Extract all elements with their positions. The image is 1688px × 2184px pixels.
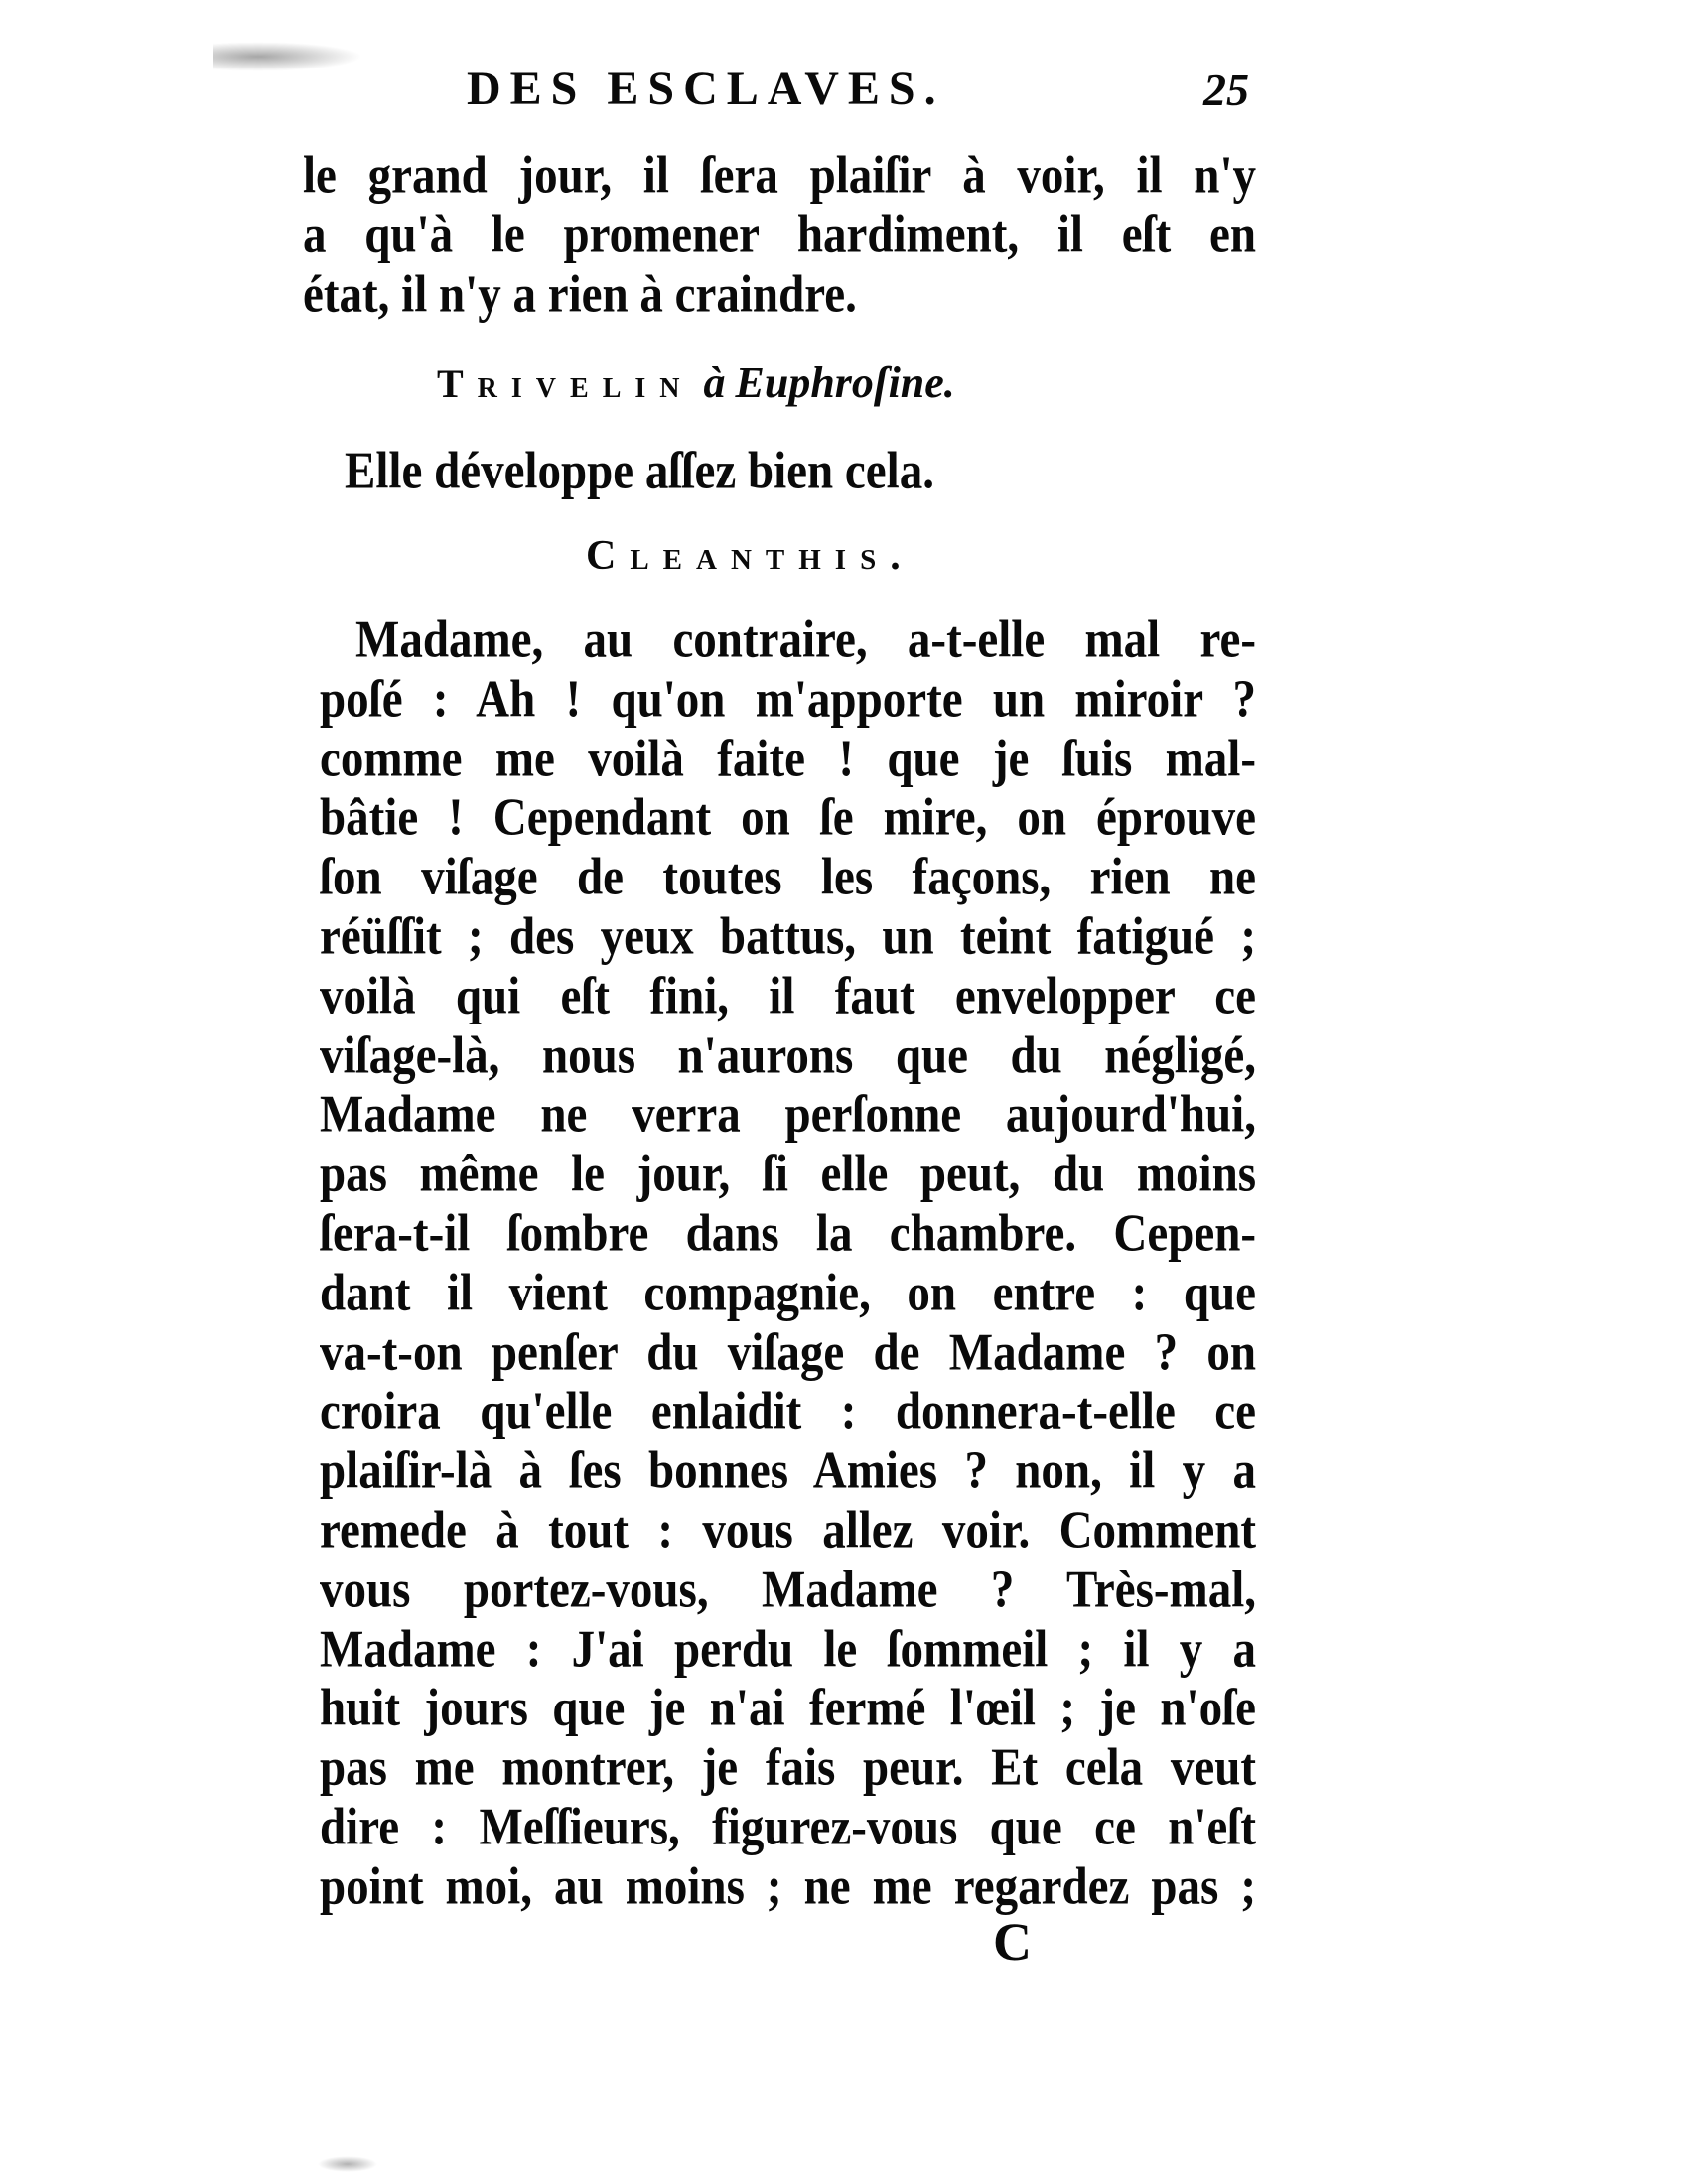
speech-line: Elle développe aſſez bien cela. bbox=[345, 442, 934, 500]
speaker-heading-trivelin bbox=[437, 357, 1688, 408]
text-line: Madame : J'ai perdu le ſommeil ; il y a bbox=[320, 1620, 1256, 1679]
text-line: dire : Meſſieurs, figurez-vous que ce n'eſt bbox=[320, 1798, 1256, 1856]
text-line: le grand jour, il ſera plaiſir à voir, il n'y bbox=[303, 146, 1256, 205]
text-line: dant il vient compagnie, on entre : que bbox=[320, 1264, 1256, 1322]
text-line: remede à tout : vous allez voir. Comment bbox=[320, 1501, 1256, 1560]
text-line: vous portez-vous, Madame ? Très-mal, bbox=[320, 1561, 1256, 1619]
text-line: bâtie ! Cependant on ſe mire, on éprouve bbox=[320, 788, 1256, 848]
text-line: réüſſit ; des yeux battus, un teint fatigué ; bbox=[320, 907, 1256, 966]
text-line: croira qu'elle enlaidit : donnera-t-elle ce bbox=[320, 1382, 1256, 1441]
scan-smudge bbox=[213, 42, 362, 71]
text-line: pas me montrer, je fais peur. Et cela veut bbox=[320, 1738, 1256, 1798]
text-line: Madame, au contraire, a-t-elle mal re- bbox=[355, 611, 1256, 669]
text-line: ſera-t-il ſombre dans la chambre. Cepen- bbox=[320, 1204, 1256, 1263]
text-line: viſage-là, nous n'aurons que du négligé, bbox=[320, 1026, 1256, 1085]
text-line: poſé : Ah ! qu'on m'apporte un miroir ? bbox=[320, 670, 1256, 729]
text-line: ſon viſage de toutes les façons, rien ne bbox=[320, 848, 1256, 907]
text-line: va-t-on penſer du viſage de Madame ? on bbox=[320, 1323, 1256, 1382]
text-line: Madame ne verra perſonne aujourd'hui, bbox=[320, 1085, 1256, 1145]
stage-preposition: à bbox=[703, 358, 726, 407]
text-line: huit jours que je n'ai fermé l'œil ; je n'oſe bbox=[320, 1679, 1256, 1738]
text-line: a qu'à le promener hardiment, il eſt en bbox=[303, 205, 1256, 264]
running-title: DES ESCLAVES. bbox=[467, 63, 945, 115]
scan-smudge bbox=[318, 2156, 377, 2172]
speaker-name-cleanthis: Cleanthis. bbox=[586, 533, 914, 579]
signature-mark: C bbox=[993, 1912, 1032, 1972]
text-line: état, il n'y a rien à craindre. bbox=[303, 265, 857, 324]
text-line: plaiſir-là à ſes bonnes Amies ? non, il y a bbox=[320, 1441, 1256, 1501]
text-line: voilà qui eſt fini, il faut envelopper ce bbox=[320, 967, 1256, 1025]
speaker-name: Trivelin bbox=[437, 361, 694, 406]
text-line: comme me voilà faite ! que je ſuis mal- bbox=[320, 730, 1256, 788]
text-line: pas même le jour, ſi elle peut, du moins bbox=[320, 1145, 1256, 1204]
page-number: 25 bbox=[1203, 65, 1249, 115]
text-line: point moi, au moins ; ne me regardez pas ; bbox=[320, 1857, 1256, 1916]
addressee-name: Euphroſine. bbox=[735, 358, 955, 407]
